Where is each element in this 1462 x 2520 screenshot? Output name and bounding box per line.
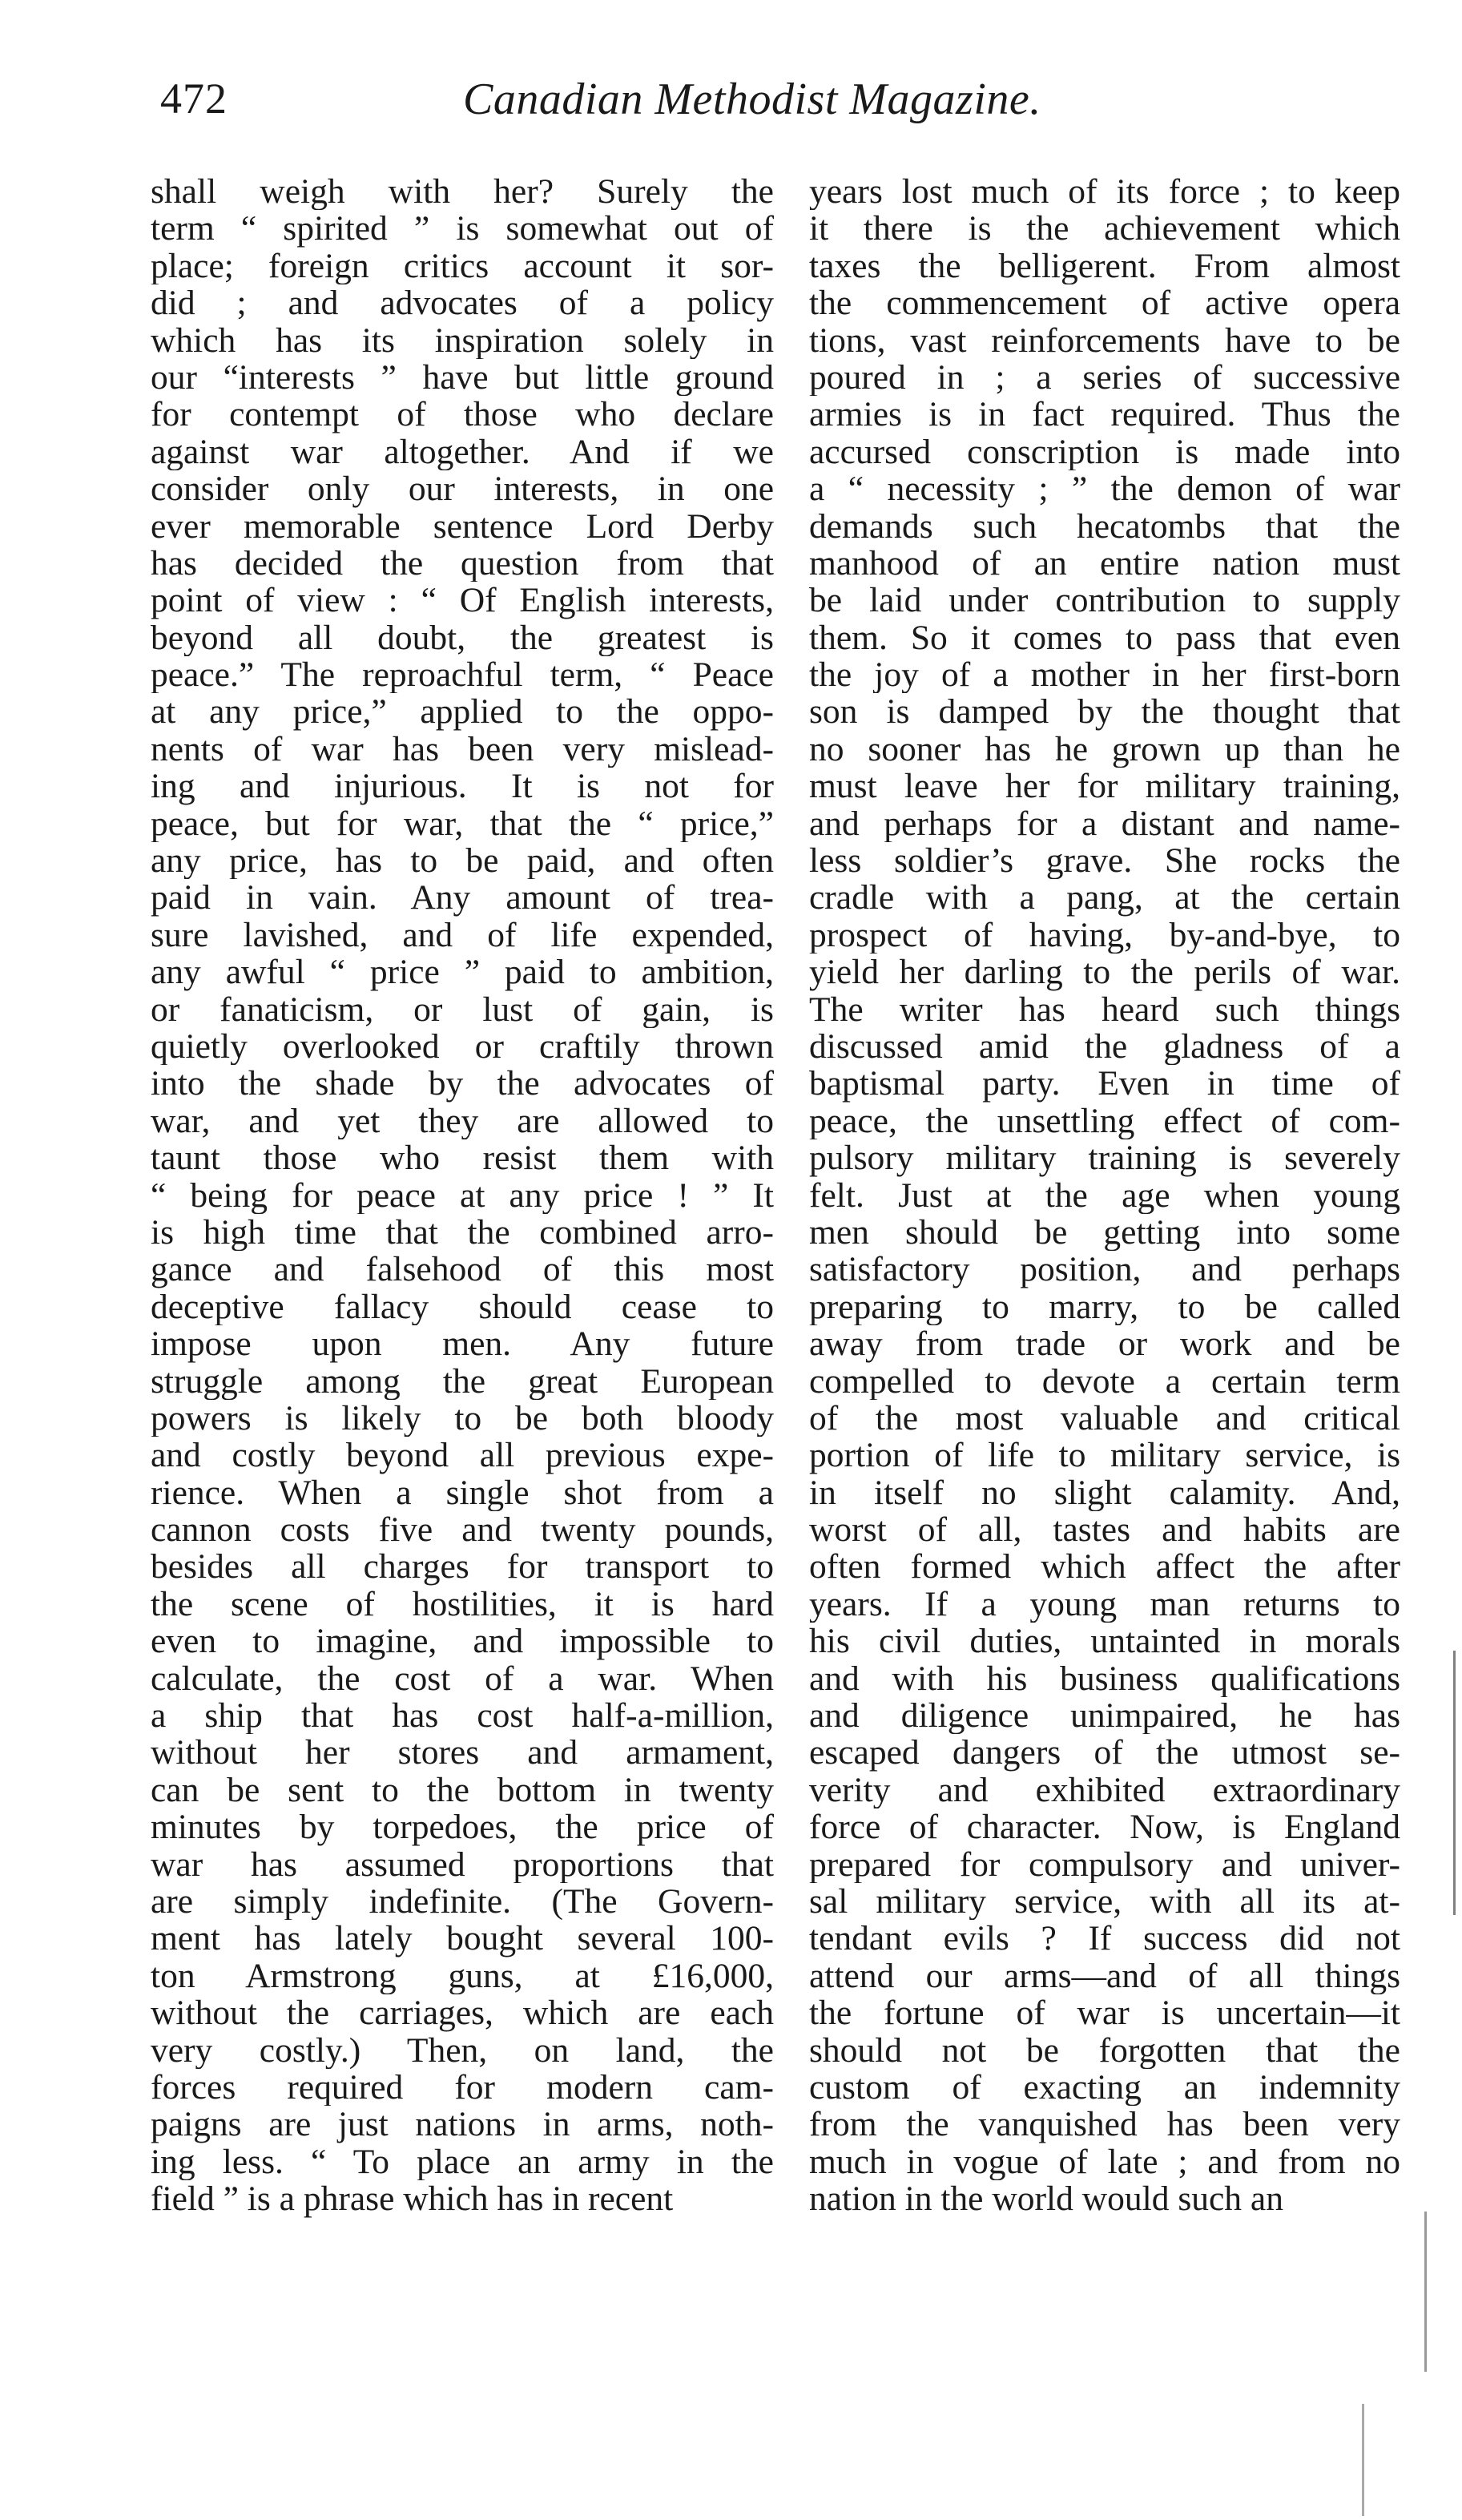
text-line: satisfactory position, and perhaps [809, 1251, 1400, 1288]
text-line: into the shade by the advocates of [151, 1065, 774, 1103]
text-line: gance and falsehood of this most [151, 1251, 774, 1288]
text-line: must leave her for military training, [809, 768, 1400, 805]
text-line: deceptive fallacy should cease to [151, 1288, 774, 1326]
page-edge-mark [1453, 1651, 1456, 1915]
text-line: impose upon men. Any future [151, 1325, 774, 1363]
text-line: ment has lately bought several 100- [151, 1920, 774, 1958]
text-line: a “ necessity ; ” the demon of war [809, 470, 1400, 508]
text-line: nents of war has been very mislead- [151, 730, 774, 768]
text-line: away from trade or work and be [809, 1325, 1400, 1363]
text-line: manhood of an entire nation must [809, 544, 1400, 583]
text-line: our “interests ” have but little ground [151, 358, 774, 397]
text-line: pulsory military training is severely [809, 1139, 1400, 1177]
text-line: verity and exhibited extraordinary [809, 1771, 1400, 1809]
text-line: the joy of a mother in her first-born [809, 656, 1400, 694]
text-line: struggle among the great European [151, 1362, 774, 1400]
text-line: The writer has heard such things [809, 990, 1400, 1028]
text-line: nation in the world would such an [809, 2179, 1283, 2219]
text-line: calculate, the cost of a war. When [151, 1659, 774, 1698]
text-line: preparing to marry, to be called [809, 1288, 1400, 1326]
text-line: or fanaticism, or lust of gain, is [151, 990, 774, 1028]
text-line: has decided the question from that [151, 544, 774, 583]
text-line: which has its inspiration solely in [151, 321, 774, 359]
text-line: war, and yet they are allowed to [151, 1102, 774, 1140]
text-line: them. So it comes to pass that even [809, 619, 1400, 657]
text-line: yield her darling to the perils of war. [809, 954, 1400, 991]
text-line: no sooner has he grown up than he [809, 730, 1400, 768]
text-line: ever memorable sentence Lord Derby [151, 507, 774, 545]
text-line: a ship that has cost half-a-million, [151, 1697, 774, 1735]
text-line: very costly.) Then, on land, the [151, 2031, 774, 2069]
text-line: tendant evils ? If success did not [809, 1920, 1400, 1958]
text-line: war has assumed proportions that [151, 1845, 774, 1883]
text-line: cannon costs five and twenty pounds, [151, 1511, 774, 1549]
text-line: place; foreign critics account it sor- [151, 247, 774, 285]
text-line: beyond all doubt, the greatest is [151, 619, 774, 657]
text-line: felt. Just at the age when young [809, 1176, 1400, 1214]
page-edge-mark [1424, 2212, 1427, 2372]
text-line: men should be getting into some [809, 1213, 1400, 1252]
text-line: point of view : “ Of English interests, [151, 582, 774, 619]
text-line: compelled to devote a certain term [809, 1362, 1400, 1400]
text-line: did ; and advocates of a policy [151, 284, 774, 322]
text-line: “ being for peace at any price ! ” It [151, 1176, 774, 1214]
text-line: demands such hecatombs that the [809, 507, 1400, 545]
text-line: the fortune of war is uncertain—it [809, 1994, 1400, 2032]
text-line: are simply indefinite. (The Govern- [151, 1882, 774, 1921]
text-line: ing and injurious. It is not for [151, 768, 774, 805]
text-line: besides all charges for transport to [151, 1548, 774, 1586]
text-line: worst of all, tastes and habits are [809, 1511, 1400, 1549]
text-line: and with his business qualifications [809, 1659, 1400, 1698]
text-line: shall weigh with her? Surely the [151, 173, 774, 211]
page-edge-mark [1362, 2404, 1364, 2516]
text-line: years. If a young man returns to [809, 1585, 1400, 1623]
text-line: escaped dangers of the utmost se- [809, 1734, 1400, 1772]
text-line: term “ spirited ” is somewhat out of [151, 210, 774, 248]
text-line: and perhaps for a distant and name- [809, 804, 1400, 843]
text-line: tions, vast reinforcements have to be [809, 321, 1400, 359]
text-line: accursed conscription is made into [809, 433, 1400, 471]
text-line: much in vogue of late ; and from no [809, 2143, 1400, 2181]
text-line: attend our arms—and of all things [809, 1957, 1400, 1995]
text-line: it there is the achievement which [809, 210, 1400, 248]
text-line: the commencement of active opera [809, 284, 1400, 322]
text-line: prepared for compulsory and univer- [809, 1845, 1400, 1883]
text-line: is high time that the combined arro- [151, 1213, 774, 1252]
text-line: taunt those who resist them with [151, 1139, 774, 1177]
text-line: can be sent to the bottom in twenty [151, 1771, 774, 1809]
text-line: even to imagine, and impossible to [151, 1623, 774, 1660]
text-line: against war altogether. And if we [151, 433, 774, 471]
text-line: without her stores and armament, [151, 1734, 774, 1772]
left-text-column [151, 173, 774, 2217]
text-line: without the carriages, which are each [151, 1994, 774, 2032]
text-line: forces required for modern cam- [151, 2068, 774, 2107]
text-line: ton Armstrong guns, at £16,000, [151, 1957, 774, 1995]
right-text-column [809, 173, 1400, 2217]
text-line: peace.” The reproachful term, “ Peace [151, 656, 774, 694]
text-line: prospect of having, by-and-bye, to [809, 916, 1400, 954]
text-line: the scene of hostilities, it is hard [151, 1585, 774, 1623]
text-line: ing less. “ To place an army in the [151, 2143, 774, 2181]
text-line: his civil duties, untainted in morals [809, 1623, 1400, 1660]
text-line: minutes by torpedoes, the price of [151, 1808, 774, 1846]
running-title: Canadian Methodist Magazine. [463, 75, 1041, 124]
text-line: often formed which affect the after [809, 1548, 1400, 1586]
text-line: cradle with a pang, at the certain [809, 879, 1400, 917]
text-line: peace, but for war, that the “ price,” [151, 804, 774, 843]
text-line: taxes the belligerent. From almost [809, 247, 1400, 285]
text-line: peace, the unsettling effect of com- [809, 1102, 1400, 1140]
text-line: field ” is a phrase which has in recent [151, 2179, 674, 2219]
text-line: sal military service, with all its at- [809, 1882, 1400, 1921]
text-line: years lost much of its force ; to keep [809, 173, 1400, 211]
text-line: any price, has to be paid, and often [151, 842, 774, 880]
text-line: at any price,” applied to the oppo- [151, 693, 774, 731]
text-line: for contempt of those who declare [151, 396, 774, 433]
text-line: less soldier’s grave. She rocks the [809, 842, 1400, 880]
text-line: paid in vain. Any amount of trea- [151, 879, 774, 917]
text-line: in itself no slight calamity. And, [809, 1474, 1400, 1512]
text-line: and diligence unimpaired, he has [809, 1697, 1400, 1735]
text-line: rience. When a single shot from a [151, 1474, 774, 1512]
text-line: sure lavished, and of life expended, [151, 916, 774, 954]
text-line: any awful “ price ” paid to ambition, [151, 954, 774, 991]
text-line: poured in ; a series of successive [809, 358, 1400, 397]
text-line: armies is in fact required. Thus the [809, 396, 1400, 433]
text-line: baptismal party. Even in time of [809, 1065, 1400, 1103]
text-line: paigns are just nations in arms, noth- [151, 2106, 774, 2143]
text-line: portion of life to military service, is [809, 1437, 1400, 1474]
text-line: and costly beyond all previous expe- [151, 1437, 774, 1474]
text-line: custom of exacting an indemnity [809, 2068, 1400, 2107]
page-number: 472 [160, 75, 228, 123]
text-line: be laid under contribution to supply [809, 582, 1400, 619]
text-line: consider only our interests, in one [151, 470, 774, 508]
text-line: discussed amid the gladness of a [809, 1027, 1400, 1066]
text-line: force of character. Now, is England [809, 1808, 1400, 1846]
text-line: powers is likely to be both bloody [151, 1399, 774, 1437]
text-line: should not be forgotten that the [809, 2031, 1400, 2069]
text-line: from the vanquished has been very [809, 2106, 1400, 2143]
text-line: of the most valuable and critical [809, 1399, 1400, 1437]
text-line: quietly overlooked or craftily thrown [151, 1027, 774, 1066]
text-line: son is damped by the thought that [809, 693, 1400, 731]
